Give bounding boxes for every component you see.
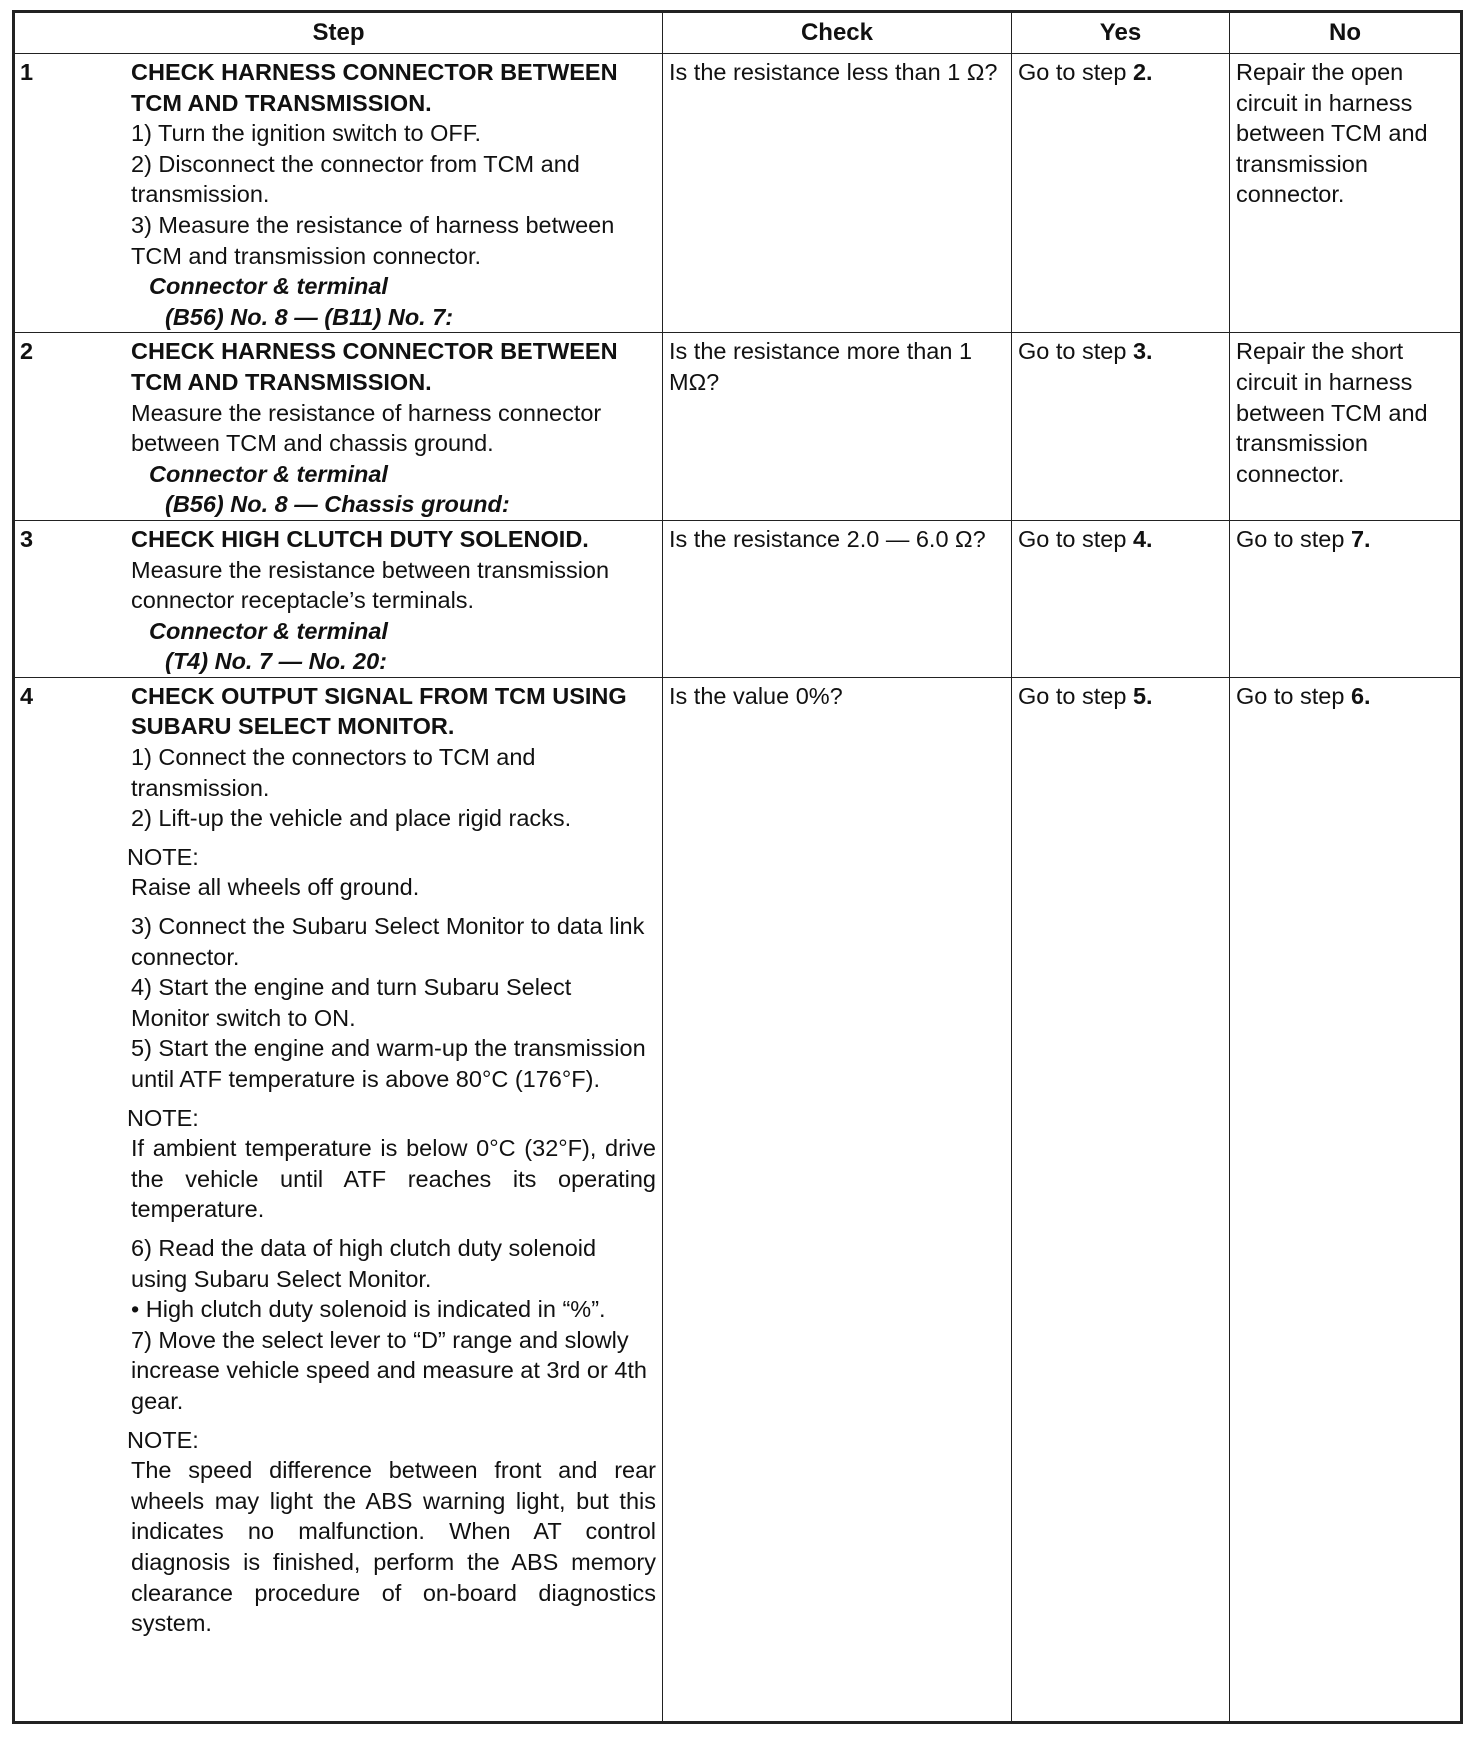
- check-cell: [663, 54, 1012, 333]
- header-row: [14, 12, 1462, 54]
- step-instruction: 5) Start the engine and warm-up the transmission until ATF temperature is above 80°C (176°F).: [131, 1035, 646, 1092]
- connector-value: (B56) No. 8 — Chassis ground:: [165, 491, 510, 518]
- step-bullet: • High clutch duty solenoid is indicated in “%”.: [131, 1296, 606, 1323]
- diagnostic-table: [12, 10, 1463, 1724]
- step-instruction: Measure the resistance between transmission connector receptacle’s terminals.: [131, 556, 610, 614]
- no-cell: [1230, 520, 1462, 677]
- yes-step-ref: 4.: [1132, 525, 1153, 552]
- table-row: [14, 333, 1462, 521]
- step-instruction: 2) Disconnect the connector from TCM and transmission.: [131, 150, 580, 208]
- no-text: Repair the short circuit in harness between TCM and transmission connector.: [1236, 338, 1428, 487]
- connector-value: (T4) No. 7 — No. 20:: [165, 648, 387, 675]
- step-title: CHECK HARNESS CONNECTOR BETWEEN TCM AND TRANSMISSION.: [131, 338, 618, 395]
- step-instruction: Measure the resistance of harness connector between TCM and chassis ground.: [131, 399, 602, 457]
- check-text: Is the resistance less than 1 Ω?: [669, 59, 998, 85]
- step-cell: [14, 333, 663, 521]
- yes-step-ref: 5.: [1132, 682, 1153, 709]
- step-cell: [14, 54, 663, 333]
- connector-value: (B56) No. 8 — (B11) No. 7:: [165, 303, 454, 330]
- yes-cell: [1012, 54, 1230, 333]
- yes-cell: [1012, 333, 1230, 521]
- no-step-ref: 7.: [1350, 525, 1371, 552]
- yes-text: Go to step: [1018, 525, 1133, 552]
- note-text: Raise all wheels off ground.: [131, 874, 420, 901]
- note-label: NOTE:: [127, 843, 199, 870]
- step-title: CHECK HIGH CLUTCH DUTY SOLENOID.: [131, 525, 589, 552]
- note-text: The speed difference between front and rear wheels may light the ABS warning light, but this indicates no malfunction. When AT control diagnosis is finished, perform the ABS memory clearance procedure of on-board diagnostics system.: [131, 1457, 656, 1637]
- step-instruction: 3) Measure the resistance of harness between TCM and transmission connector.: [131, 211, 615, 269]
- connector-label: Connector & terminal: [149, 273, 388, 300]
- note-label: NOTE:: [127, 1104, 199, 1131]
- no-cell: [1230, 677, 1462, 1722]
- step-title: CHECK OUTPUT SIGNAL FROM TCM USING SUBARU SELECT MONITOR.: [131, 682, 627, 740]
- no-text: Go to step: [1236, 525, 1351, 552]
- step-number: 1: [20, 59, 34, 85]
- header-step: Step: [14, 12, 663, 54]
- step-number: 3: [20, 525, 34, 552]
- check-text: Is the resistance 2.0 — 6.0 Ω?: [669, 525, 986, 552]
- table-row: [14, 520, 1462, 677]
- table-row: [14, 54, 1462, 333]
- yes-cell: [1012, 677, 1230, 1722]
- step-instruction: 1) Connect the connectors to TCM and transmission.: [131, 744, 536, 801]
- check-cell: [663, 677, 1012, 1722]
- step-instruction: 2) Lift-up the vehicle and place rigid racks.: [131, 805, 572, 832]
- check-text: Is the resistance more than 1 MΩ?: [669, 338, 973, 395]
- yes-text: Go to step: [1018, 59, 1133, 85]
- step-instruction: 3) Connect the Subaru Select Monitor to data link connector.: [131, 913, 645, 970]
- yes-step-ref: 3.: [1132, 338, 1153, 365]
- no-text: Repair the open circuit in harness between TCM and transmission connector.: [1236, 59, 1428, 208]
- step-instruction: 7) Move the select lever to “D” range and slowly increase vehicle speed and measure at 3rd or 4th gear.: [131, 1326, 648, 1414]
- step-number: 2: [20, 338, 34, 365]
- step-instruction: 6) Read the data of high clutch duty solenoid using Subaru Select Monitor.: [131, 1234, 597, 1292]
- note-label: NOTE:: [127, 1426, 199, 1453]
- check-cell: [663, 520, 1012, 677]
- header-check: Check: [663, 12, 1012, 54]
- step-cell: [14, 520, 663, 677]
- step-instruction: 4) Start the engine and turn Subaru Select Monitor switch to ON.: [131, 974, 572, 1031]
- check-cell: [663, 333, 1012, 521]
- no-text: Go to step: [1236, 682, 1351, 709]
- note-text: If ambient temperature is below 0°C (32°F), drive the vehicle until ATF reaches its operating temperature.: [131, 1135, 656, 1223]
- step-instruction: 1) Turn the ignition switch to OFF.: [131, 120, 482, 147]
- check-text: Is the value 0%?: [669, 682, 843, 709]
- step-cell: [14, 677, 663, 1722]
- yes-cell: [1012, 520, 1230, 677]
- yes-step-ref: 2.: [1132, 59, 1153, 85]
- no-cell: [1230, 54, 1462, 333]
- header-no: No: [1230, 12, 1462, 54]
- connector-label: Connector & terminal: [149, 617, 388, 644]
- header-yes: Yes: [1012, 12, 1230, 54]
- yes-text: Go to step: [1018, 338, 1133, 365]
- table-row: [14, 677, 1462, 1722]
- step-title: CHECK HARNESS CONNECTOR BETWEEN TCM AND TRANSMISSION.: [131, 59, 618, 116]
- yes-text: Go to step: [1018, 682, 1133, 709]
- diagnostic-sheet: [12, 10, 1460, 1724]
- step-number: 4: [20, 682, 34, 709]
- no-step-ref: 6.: [1350, 682, 1371, 709]
- connector-label: Connector & terminal: [149, 460, 388, 487]
- no-cell: [1230, 333, 1462, 521]
